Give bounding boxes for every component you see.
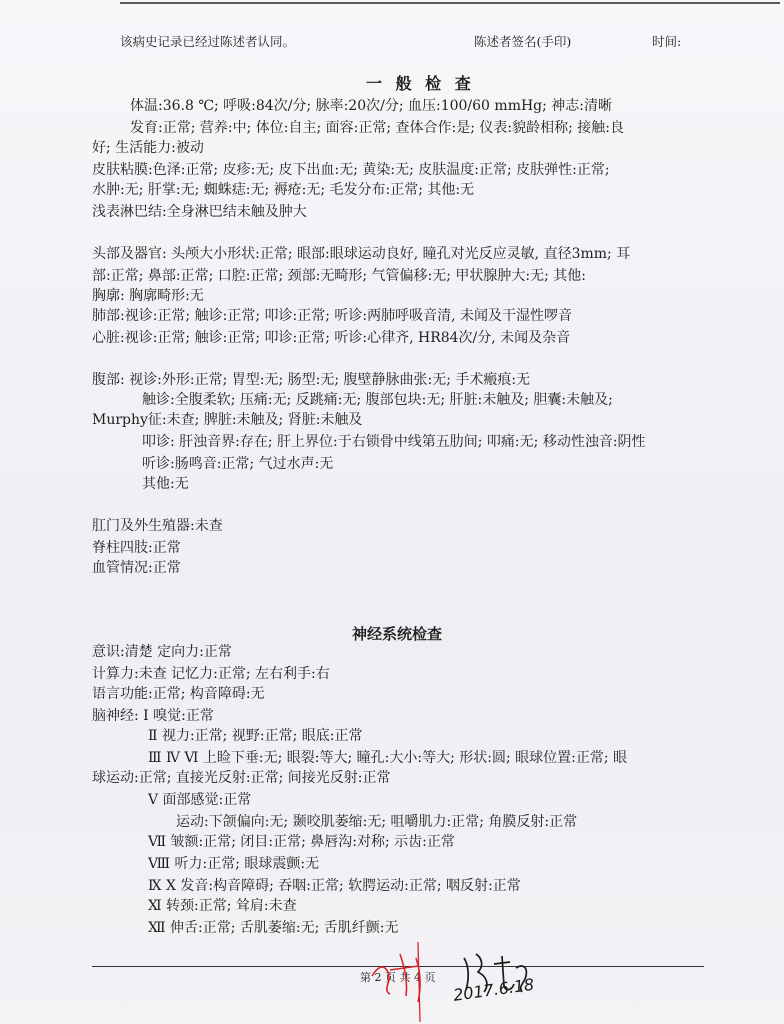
cranial-nerve-9: Ⅸ Ⅹ 发音:构音障碍; 吞咽:正常; 软腭运动:正常; 咽反射:正常	[148, 878, 521, 894]
consent-text: 该病史记录已经过陈述者认同。	[120, 34, 296, 49]
skin-line-1: 皮肤粘膜:色泽:正常; 皮疹:无; 皮下出血:无; 黄染:无; 皮肤温度:正常; 皮肤弹性:正常;	[92, 162, 610, 178]
heart-line: 心脏:视诊:正常; 触诊:正常; 叩诊:正常; 听诊:心律齐, HR84次/分, 未闻及杂音	[92, 330, 571, 346]
abdomen-line-2: 触诊:全腹柔软; 压痛:无; 反跳痛:无; 腹部包块:无; 肝脏:未触及; 胆囊:未触及;	[142, 392, 613, 408]
vessel-line: 血管情况:正常	[92, 560, 181, 576]
spine-line: 脊柱四肢:正常	[92, 540, 181, 556]
abdomen-line-5: 听诊:肠鸣音:正常; 气过水声:无	[142, 456, 334, 472]
skin-line-2: 水肿:无; 肝掌:无; 蜘蛛痣:无; 褥疮:无; 毛发分布:正常; 其他:无	[92, 182, 475, 198]
top-rule	[120, 2, 780, 4]
cranial-nerve-1: 脑神经: Ⅰ 嗅觉:正常	[92, 708, 214, 724]
abdomen-line-1: 腹部: 视诊:外形:正常; 胃型:无; 肠型:无; 腹壁静脉曲张:无; 手术瘢痕:无	[92, 372, 531, 388]
neuro-exam-title: 神经系统检查	[352, 625, 443, 643]
cranial-nerve-5: Ⅴ 面部感觉:正常	[148, 792, 252, 808]
lung-line: 肺部:视诊:正常; 触诊:正常; 叩诊:正常; 听诊:两肺呼吸音清, 未闻及干湿性啰音	[92, 308, 572, 324]
development-line-2: 好; 生活能力:被动	[92, 140, 204, 156]
anus-line: 肛门及外生殖器:未查	[92, 518, 223, 534]
cranial-nerve-3: Ⅲ Ⅳ Ⅵ 上睑下垂:无; 眼裂:等大; 瞳孔:大小:等大; 形状:圆; 眼球位置:正常; 眼	[148, 750, 628, 766]
head-line-2: 部:正常; 鼻部:正常; 口腔:正常; 颈部:无畸形; 气管偏移:无; 甲状腺肿大:无; 其他:	[92, 268, 587, 284]
handwritten-signature	[360, 936, 580, 1024]
head-line-1: 头部及器官: 头颅大小形状:正常; 眼部:眼球运动良好, 瞳孔对光反应灵敏, 直径3mm; 耳	[92, 246, 631, 262]
consciousness-line: 意识:清楚 定向力:正常	[92, 644, 232, 660]
cranial-nerve-2: Ⅱ 视力:正常; 视野:正常; 眼底:正常	[148, 728, 363, 744]
abdomen-line-3: Murphy征:未查; 脾脏:未触及; 肾脏:未触及	[92, 412, 363, 428]
abdomen-line-4: 叩诊: 肝浊音界:存在; 肝上界位:于右锁骨中线第五肋间; 叩痛:无; 移动性浊音:阴性	[142, 434, 646, 450]
handwritten-date: 2017.6.18	[452, 974, 536, 1005]
cranial-nerve-12: Ⅻ 伸舌:正常; 舌肌萎缩:无; 舌肌纤颤:无	[148, 920, 399, 936]
signature-label: 陈述者签名(手印)	[474, 34, 572, 49]
cranial-nerve-8: Ⅷ 听力:正常; 眼球震颤:无	[148, 856, 320, 872]
page-number: 第 2 页 共 4 页	[360, 971, 436, 984]
cranial-nerve-5b: 运动:下颌偏向:无; 颞咬肌萎缩:无; 咀嚼肌力:正常; 角膜反射:正常	[176, 814, 578, 830]
language-line: 语言功能:正常; 构音障碍:无	[92, 686, 265, 702]
cranial-nerve-7: Ⅶ 皱额:正常; 闭目:正常; 鼻唇沟:对称; 示齿:正常	[148, 834, 455, 850]
vitals-line: 体温:36.8 ℃; 呼吸:84次/分; 脉率:20次/分; 血压:100/60 mmHg; 神志:清晰	[130, 98, 613, 114]
calc-line: 计算力:未查 记忆力:正常; 左右利手:右	[92, 666, 330, 682]
abdomen-line-6: 其他:无	[142, 476, 189, 492]
cranial-nerve-3b: 球运动:正常; 直接光反射:正常; 间接光反射:正常	[92, 770, 391, 786]
time-label: 时间:	[652, 34, 682, 49]
chest-line: 胸廓: 胸廓畸形:无	[92, 288, 204, 304]
lymph-line: 浅表淋巴结:全身淋巴结未触及肿大	[92, 204, 307, 220]
development-line-1: 发育:正常; 营养:中; 体位:自主; 面容:正常; 查体合作:是; 仪表:貌龄相称; 接触:良	[130, 120, 625, 136]
general-exam-title: 一 般 检 查	[366, 74, 475, 93]
cranial-nerve-11: Ⅺ 转颈:正常; 耸肩:未查	[148, 898, 297, 914]
